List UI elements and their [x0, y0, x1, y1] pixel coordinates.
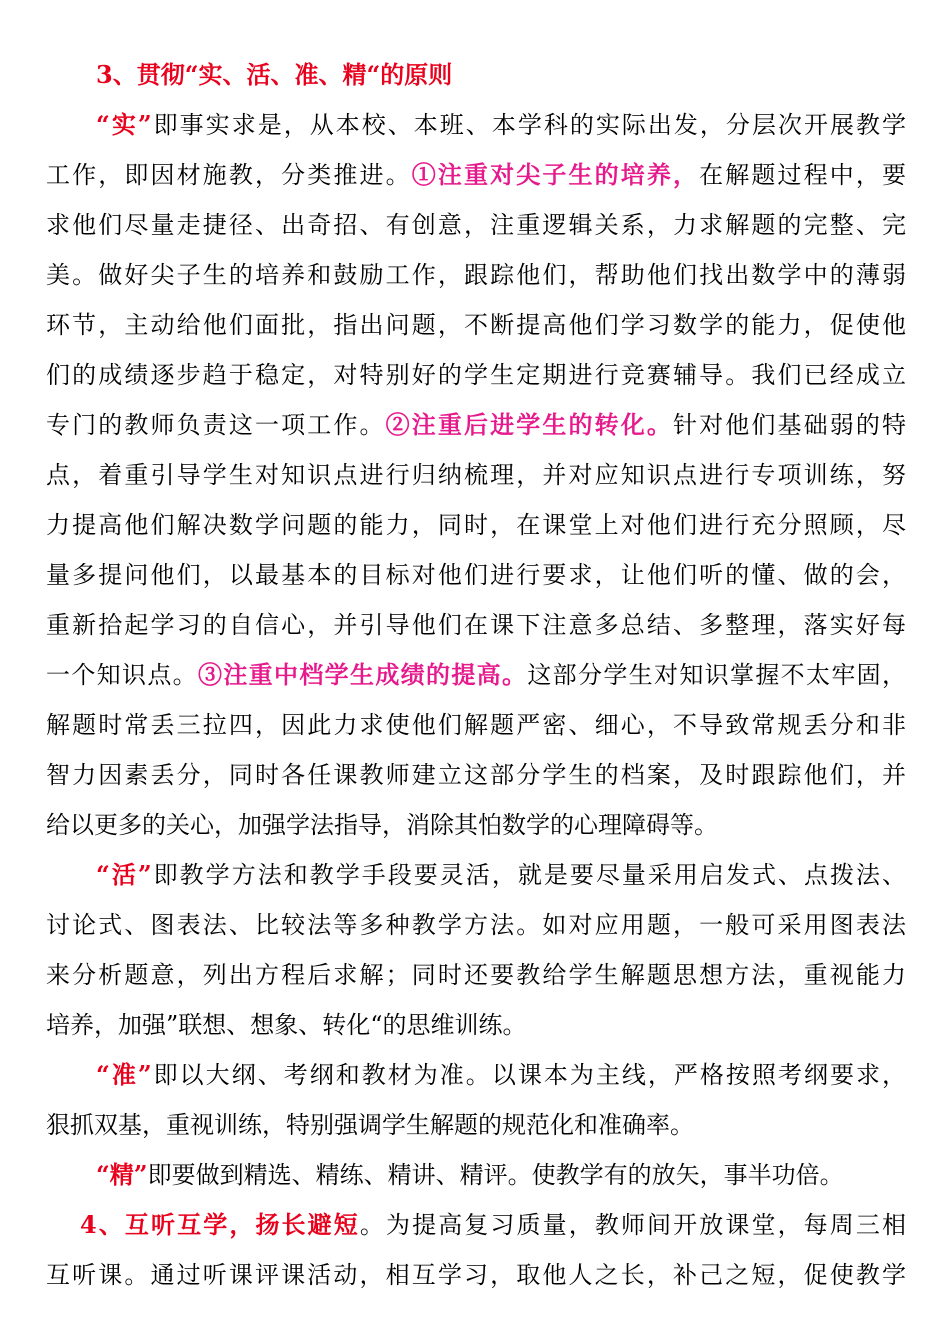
shi-text-1: 即事实求是，从本校、本班、本学科的实际出发，分层次开展教学	[151, 111, 906, 139]
shi-text-3: 求他们尽量走捷径、出奇招、有创意，注重逻辑关系，力求解题的完整、完	[46, 211, 906, 239]
heading-principles	[96, 57, 906, 93]
section4-title: 4、互听互学，扬长避短	[80, 1210, 360, 1239]
section4-line-2	[46, 1257, 906, 1293]
highlight-struggling-students: ②注重后进学生的转化。	[385, 410, 673, 439]
shi-key: “实”	[96, 110, 152, 139]
shi-text-8: 点，着重引导学生对知识点进行归纳梳理，并对应知识点进行专项训练，努	[46, 461, 906, 489]
shi-text-9: 力提高他们解决数学问题的能力，同时，在课堂上对他们进行充分照顾，尽	[46, 511, 906, 539]
shi-text-12a: 一个知识点。	[46, 661, 198, 689]
shi-line-11	[46, 607, 906, 643]
shi-line-5	[46, 307, 906, 343]
huo-text-3: 来分析题意，列出方程后求解；同时还要教给学生解题思想方法，重视能力	[46, 961, 906, 989]
jing-line-1	[96, 1157, 906, 1193]
zhun-line-2	[46, 1107, 906, 1143]
huo-text-1: 即教学方法和教学手段要灵活，就是要尽量采用启发式、点拨法、	[151, 861, 906, 889]
huo-line-3	[46, 957, 906, 993]
zhun-key: “准”	[96, 1060, 152, 1089]
shi-text-5: 环节，主动给他们面批，指出问题，不断提高他们学习数学的能力，促使他	[46, 311, 906, 339]
section4-line-1	[80, 1207, 906, 1243]
huo-line-4	[46, 1007, 906, 1043]
shi-text-13: 解题时常丢三拉四，因此力求使他们解题严密、细心，不导致常规丢分和非	[46, 711, 906, 739]
zhun-text-2: 狠抓双基，重视训练，特别强调学生解题的规范化和准确率。	[46, 1111, 694, 1139]
shi-text-14: 智力因素丢分，同时各任课教师建立这部分学生的档案，及时跟踪他们，并	[46, 761, 906, 789]
zhun-line-1	[96, 1057, 906, 1093]
shi-line-1	[96, 107, 906, 143]
shi-text-7c: 针对他们基础弱的特	[673, 411, 906, 439]
huo-text-4: 培养，加强”联想、想象、转化“的思维训练。	[46, 1011, 527, 1039]
jing-key: “精”	[96, 1160, 148, 1189]
section4-text-1: 。为提高复习质量，教师间开放课堂，每周三相	[359, 1211, 906, 1239]
shi-text-4: 美。做好尖子生的培养和鼓励工作，跟踪他们，帮助他们找出数学中的薄弱	[46, 261, 906, 289]
shi-line-15	[46, 807, 906, 843]
shi-line-7	[46, 407, 906, 443]
shi-line-6	[46, 357, 906, 393]
shi-line-3	[46, 207, 906, 243]
shi-text-10: 量多提问他们，以最基本的目标对他们进行要求，让他们听的懂、做的会，	[46, 561, 906, 589]
huo-text-2: 讨论式、图表法、比较法等多种教学方法。如对应用题，一般可采用图表法	[46, 911, 906, 939]
shi-line-13	[46, 707, 906, 743]
shi-text-15: 给以更多的关心，加强学法指导，消除其怕数学的心理障碍等。	[46, 811, 718, 839]
huo-key: “活”	[96, 860, 152, 889]
shi-line-4	[46, 257, 906, 293]
zhun-text-1: 即以大纲、考纲和教材为准。以课本为主线，严格按照考纲要求，	[151, 1061, 906, 1089]
huo-line-1	[96, 857, 906, 893]
heading-3: 3、贯彻“实、活、准、精“的原则	[96, 60, 453, 89]
shi-text-2a: 工作，即因材施教，分类推进。	[46, 161, 412, 189]
shi-line-10	[46, 557, 906, 593]
shi-line-2	[46, 157, 906, 193]
jing-text-1: 即要做到精选、精练、精讲、精评。使教学有的放矢，事半功倍。	[147, 1161, 844, 1189]
highlight-top-students: ①注重对尖子生的培养，	[411, 160, 700, 189]
shi-text-11: 重新拾起学习的自信心，并引导他们在课下注意多总结、多整理，落实好每	[46, 611, 906, 639]
shi-line-12	[46, 657, 906, 693]
section4-text-2: 互听课。通过听课评课活动，相互学习，取他人之长，补己之短，促使教学	[46, 1261, 906, 1289]
shi-text-12c: 这部分学生对知识掌握不太牢固，	[527, 661, 906, 689]
shi-line-8	[46, 457, 906, 493]
shi-text-6: 们的成绩逐步趋于稳定，对特别好的学生定期进行竞赛辅导。我们已经成立	[46, 361, 906, 389]
huo-line-2	[46, 907, 906, 943]
shi-text-7a: 专门的教师负责这一项工作。	[46, 411, 386, 439]
highlight-middle-students: ③注重中档学生成绩的提高。	[198, 660, 528, 689]
shi-text-2c: 在解题过程中，要	[699, 161, 906, 189]
shi-line-14	[46, 757, 906, 793]
shi-line-9	[46, 507, 906, 543]
